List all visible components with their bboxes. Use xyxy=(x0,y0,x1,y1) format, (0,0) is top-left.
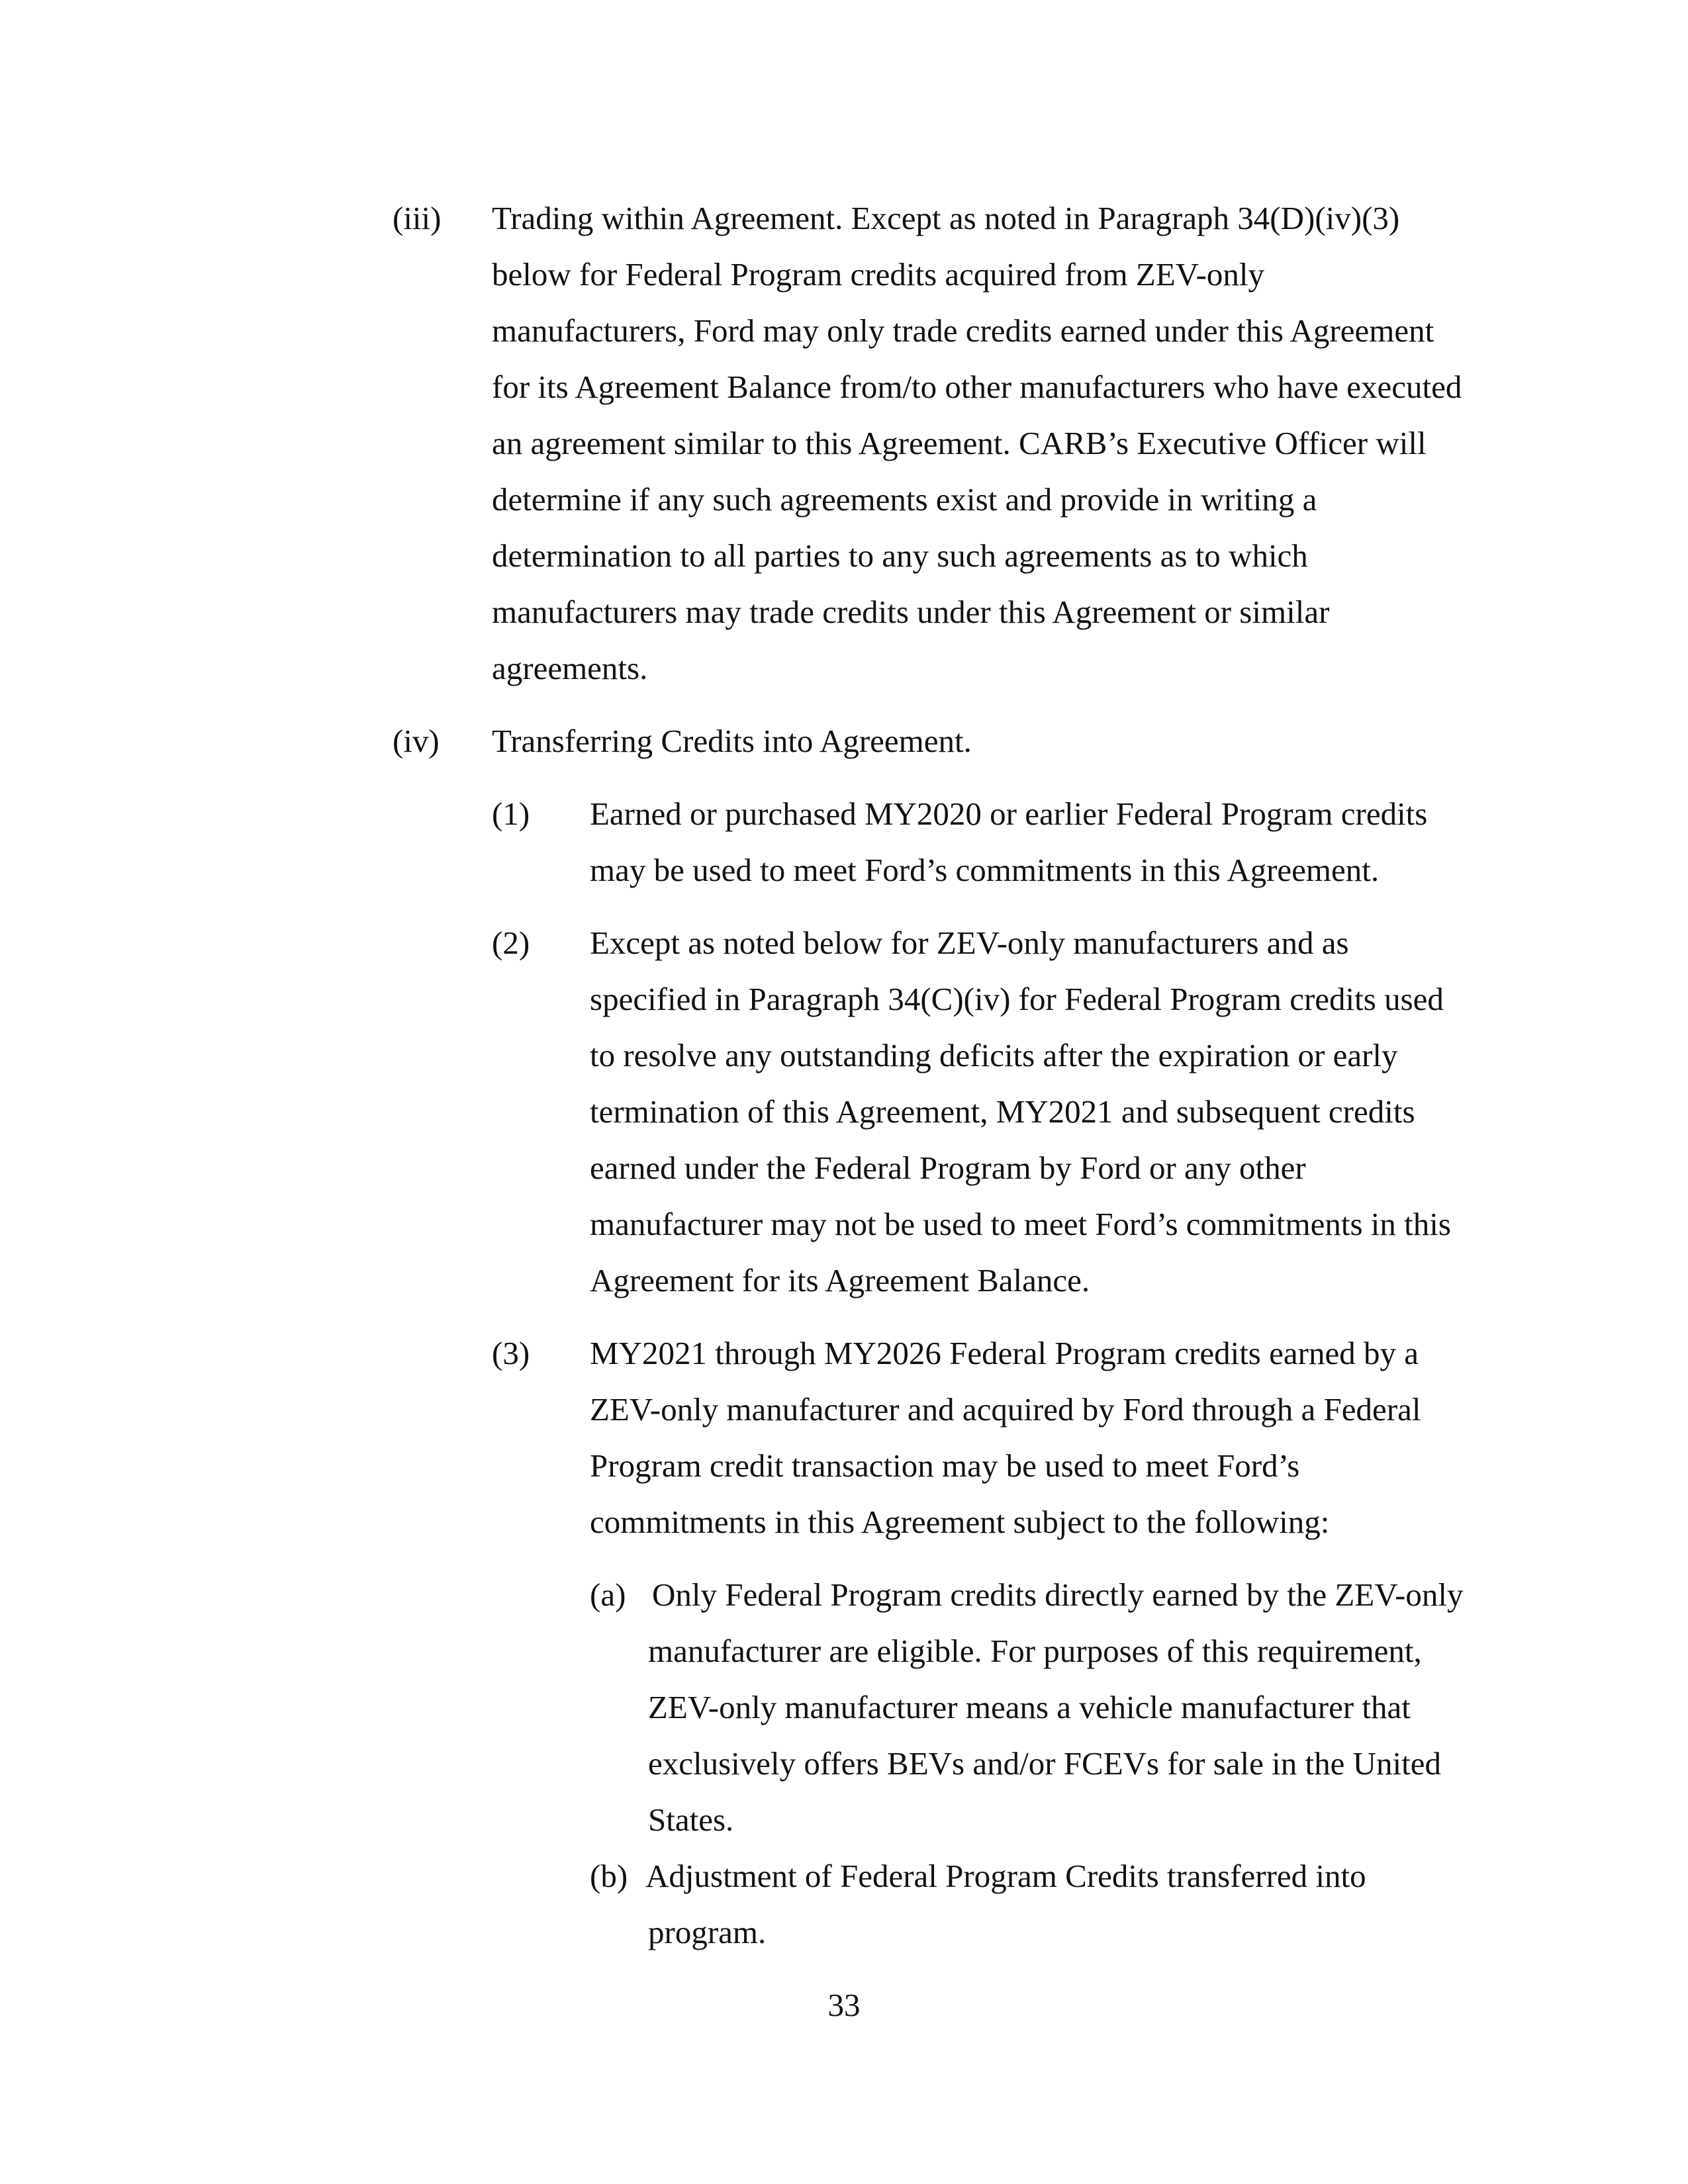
item-iii-line-2: below for Federal Program credits acquired from ZEV-only xyxy=(492,256,1265,293)
subitem-a-line-1: Only Federal Program credits directly earned by the ZEV-only xyxy=(652,1576,1464,1613)
subitem-a-line-4: exclusively offers BEVs and/or FCEVs for sale in the United xyxy=(648,1745,1442,1782)
item-iv-marker: (iv) xyxy=(393,723,440,759)
item-iii-line-3: manufacturers, Ford may only trade credits earned under this Agreement xyxy=(492,312,1434,349)
item-iv-line-1: Transferring Credits into Agreement. xyxy=(492,723,972,759)
subitem-3-line-1: MY2021 through MY2026 Federal Program credits earned by a xyxy=(590,1335,1419,1371)
item-iii-line-4: for its Agreement Balance from/to other manufacturers who have executed xyxy=(492,369,1462,405)
subitem-3-line-4: commitments in this Agreement subject to the following: xyxy=(590,1504,1330,1540)
subitem-2-marker: (2) xyxy=(492,925,530,961)
subitem-2-line-6: manufacturer may not be used to meet Ford’s commitments in this xyxy=(590,1206,1451,1242)
subitem-3-line-3: Program credit transaction may be used to meet Ford’s xyxy=(590,1447,1300,1484)
subitem-2-line-2: specified in Paragraph 34(C)(iv) for Federal Program credits used xyxy=(590,981,1444,1017)
subitem-1-line-1: Earned or purchased MY2020 or earlier Federal Program credits xyxy=(590,796,1428,832)
subitem-2-line-3: to resolve any outstanding deficits after the expiration or early xyxy=(590,1037,1398,1073)
subitem-b-line-2: program. xyxy=(648,1914,767,1950)
subitem-b-line-1: Adjustment of Federal Program Credits transferred into xyxy=(645,1858,1366,1894)
subitem-2-line-4: termination of this Agreement, MY2021 and subsequent credits xyxy=(590,1093,1415,1130)
page-number: 33 xyxy=(827,1987,861,2023)
subitem-3-line-2: ZEV-only manufacturer and acquired by Ford through a Federal xyxy=(590,1391,1421,1428)
subitem-a-line-2: manufacturer are eligible. For purposes of this requirement, xyxy=(648,1633,1422,1669)
subitem-b-marker: (b) xyxy=(590,1858,628,1894)
item-iii-line-1: Trading within Agreement. Except as noted in Paragraph 34(D)(iv)(3) xyxy=(492,200,1400,236)
subitem-a-line-5: States. xyxy=(648,1801,734,1838)
item-iii-marker: (iii) xyxy=(393,200,442,236)
item-iii-line-9: agreements. xyxy=(492,650,648,686)
subitem-2-line-1: Except as noted below for ZEV-only manufacturers and as xyxy=(590,925,1349,961)
subitem-2-line-7: Agreement for its Agreement Balance. xyxy=(590,1262,1090,1298)
subitem-2-line-5: earned under the Federal Program by Ford or any other xyxy=(590,1150,1306,1186)
item-iii-line-7: determination to all parties to any such agreements as to which xyxy=(492,537,1308,574)
item-iii-line-5: an agreement similar to this Agreement. CARB’s Executive Officer will xyxy=(492,425,1427,461)
subitem-a-marker: (a) xyxy=(590,1576,626,1613)
item-iii-line-6: determine if any such agreements exist and provide in writing a xyxy=(492,481,1317,518)
item-iii-line-8: manufacturers may trade credits under this Agreement or similar xyxy=(492,594,1330,630)
subitem-1-marker: (1) xyxy=(492,796,530,832)
subitem-a-line-3: ZEV-only manufacturer means a vehicle manufacturer that xyxy=(648,1689,1411,1725)
subitem-3-marker: (3) xyxy=(492,1335,530,1371)
subitem-1-line-2: may be used to meet Ford’s commitments in this Agreement. xyxy=(590,852,1380,888)
